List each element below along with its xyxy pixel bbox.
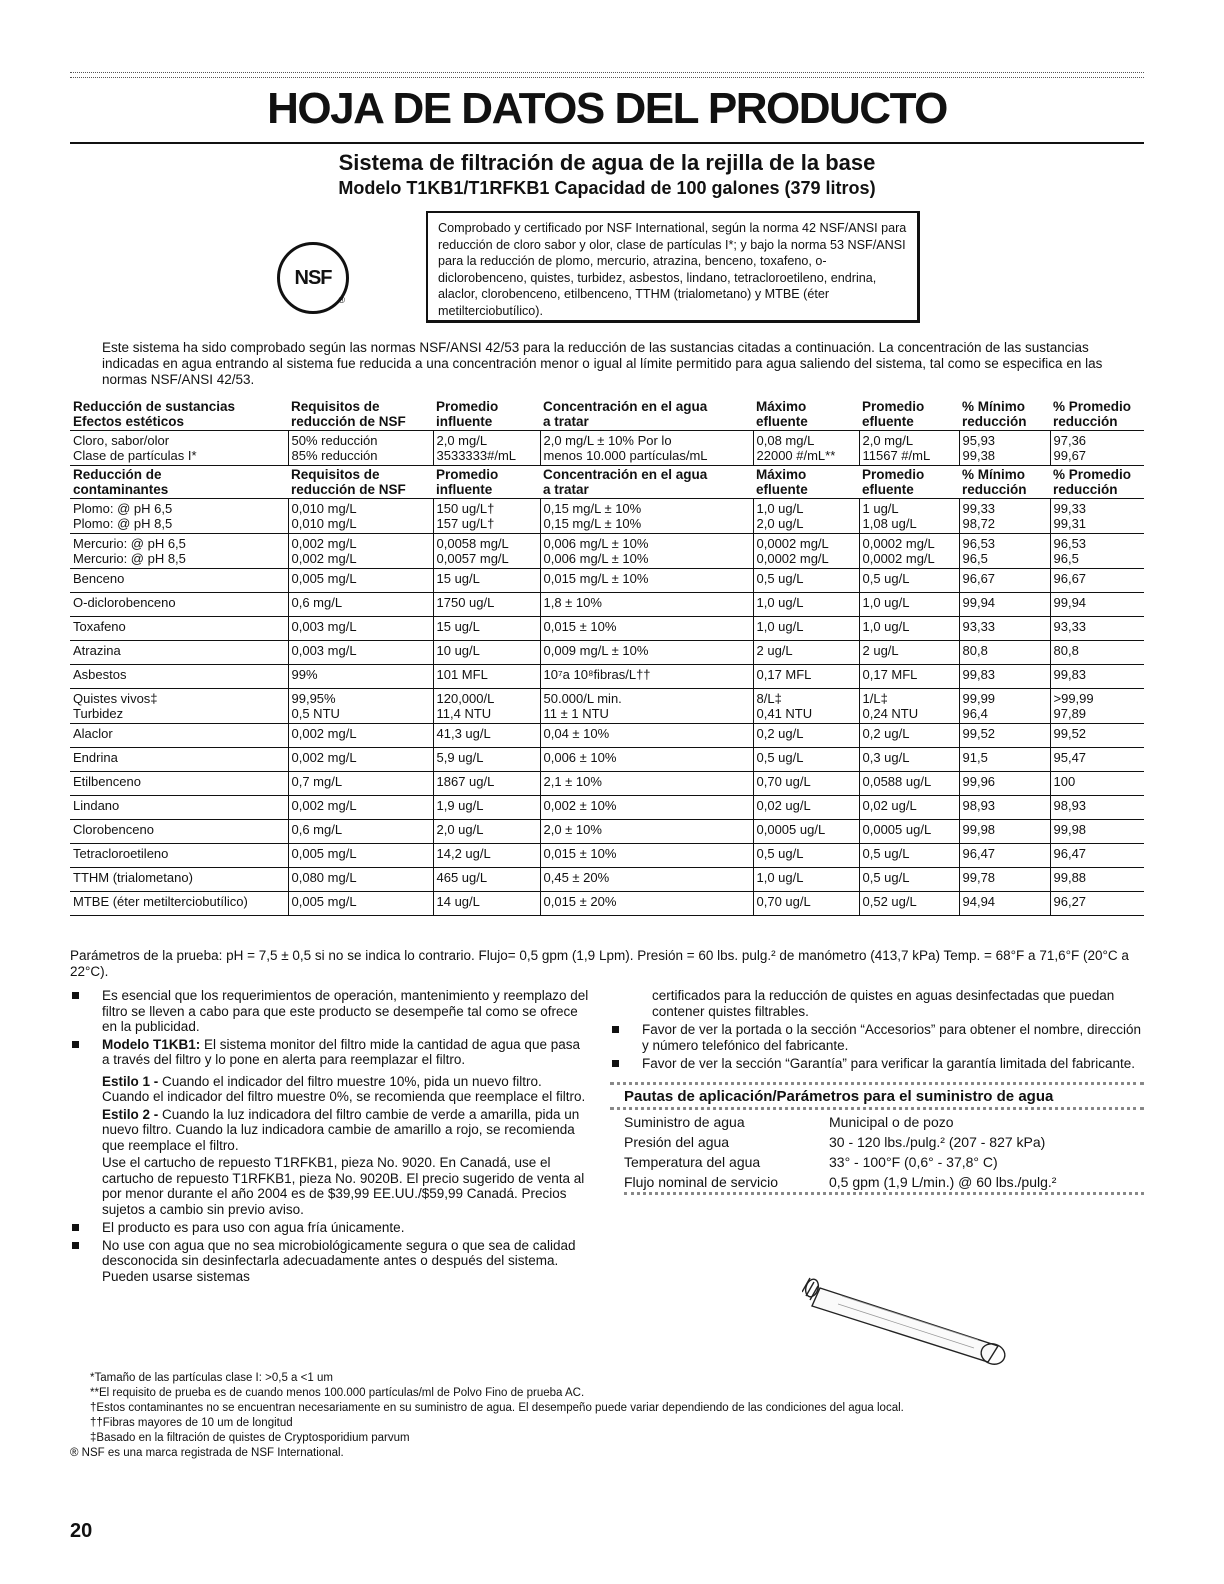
table-cell: 99,94 — [959, 593, 1050, 617]
table-cell: 91,5 — [959, 748, 1050, 772]
table-row — [70, 641, 1144, 665]
table-cell: 1/L‡ 0,24 NTU — [859, 689, 959, 724]
table-cell: 0,5 ug/L — [753, 844, 859, 868]
table-cell: 0,5 ug/L — [859, 844, 959, 868]
table-cell: 96,53 96,5 — [959, 534, 1050, 569]
column-header: Requisitos de reducción de NSF — [288, 398, 433, 431]
table-cell: Cloro, sabor/olor Clase de partículas I* — [70, 431, 288, 466]
table-cell: 1867 ug/L — [433, 772, 540, 796]
table-cell: Mercurio: @ pH 6,5 Mercurio: @ pH 8,5 — [70, 534, 288, 569]
column-header: Promedio efluente — [859, 398, 959, 431]
left-column — [70, 988, 590, 1284]
table-cell: 93,33 — [959, 617, 1050, 641]
footnotes — [70, 1371, 1144, 1461]
table-cell: 2 ug/L — [859, 641, 959, 665]
supply-row — [624, 1132, 1140, 1152]
table-cell: 0,010 mg/L 0,010 mg/L — [288, 499, 433, 534]
bullet-cold-water: El producto es para uso con agua fría únicamente. — [70, 1220, 590, 1236]
table-cell: Plomo: @ pH 6,5 Plomo: @ pH 8,5 — [70, 499, 288, 534]
table-cell: 10⁷a 10⁸fibras/L†† — [540, 665, 753, 689]
table-cell: 95,93 99,38 — [959, 431, 1050, 466]
table-cell: 99,52 — [959, 724, 1050, 748]
table-cell: 0,006 mg/L ± 10% 0,006 mg/L ± 10% — [540, 534, 753, 569]
aesthetic-header — [70, 398, 1144, 431]
table-cell: 100 — [1050, 772, 1144, 796]
table-cell: 0,02 ug/L — [753, 796, 859, 820]
table-cell: 0,003 mg/L — [288, 641, 433, 665]
table-cell: 0,04 ± 10% — [540, 724, 753, 748]
table-cell: 2,0 ± 10% — [540, 820, 753, 844]
table-cell: 50% reducción 85% reducción — [288, 431, 433, 466]
table-cell: 10 ug/L — [433, 641, 540, 665]
table-row — [70, 499, 1144, 534]
table-cell: 0,02 ug/L — [859, 796, 959, 820]
table-cell: 93,33 — [1050, 617, 1144, 641]
bullet-manufacturer: Favor de ver la portada o la sección “Accesorios” para obtener el nombre, dirección y número telefónico del fabricante. — [610, 1022, 1144, 1053]
table-cell: 1,0 ug/L — [753, 593, 859, 617]
table-cell: 50.000/L min. 11 ± 1 NTU — [540, 689, 753, 724]
table-row — [70, 772, 1144, 796]
table-cell: 0,080 mg/L — [288, 868, 433, 892]
supply-bottom-rule — [624, 1192, 1144, 1195]
title-rule — [70, 142, 1144, 144]
table-cell: 94,94 — [959, 892, 1050, 916]
table-cell: >99,99 97,89 — [1050, 689, 1144, 724]
table-cell: 2,1 ± 10% — [540, 772, 753, 796]
table-cell: 14,2 ug/L — [433, 844, 540, 868]
filter-cartridge-icon — [802, 1266, 1032, 1366]
supply-value: 0,5 gpm (1,9 L/min.) @ 60 lbs./pulg.² — [829, 1174, 1057, 1190]
table-cell: 99,83 — [1050, 665, 1144, 689]
table-cell: 2,0 mg/L 3533333#/mL — [433, 431, 540, 466]
table-cell: 0,005 mg/L — [288, 892, 433, 916]
table-row — [70, 689, 1144, 724]
table-cell: 0,6 mg/L — [288, 593, 433, 617]
footnote: ® NSF es una marca registrada de NSF International. — [70, 1447, 344, 1459]
table-cell: 99,98 — [959, 820, 1050, 844]
supply-row — [624, 1112, 1140, 1132]
table-cell: 99,88 — [1050, 868, 1144, 892]
contaminant-header — [70, 466, 1144, 499]
table-cell: 97,36 99,67 — [1050, 431, 1144, 466]
table-cell: 0,003 mg/L — [288, 617, 433, 641]
table-row — [70, 569, 1144, 593]
table-row — [70, 431, 1144, 466]
table-cell: 99,33 98,72 — [959, 499, 1050, 534]
table-cell: 95,47 — [1050, 748, 1144, 772]
table-cell: 0,5 ug/L — [753, 748, 859, 772]
table-cell: 2,0 mg/L ± 10% Por lo menos 10.000 partículas/mL — [540, 431, 753, 466]
table-cell: 0,52 ug/L — [859, 892, 959, 916]
table-cell: Lindano — [70, 796, 288, 820]
supply-table — [624, 1112, 1140, 1192]
certification-box: Comprobado y certificado por NSF International, según la norma 42 NSF/ANSI para reducción de cloro sabor y olor, clase de partículas I*; y bajo la norma 53 NSF/ANSI para la reducción de plomo, mercurio, atrazina, benceno, toxafeno, o-diclorobenceno, quistes, turbidez, asbestos, lindano, tetracloroetileno, endrina, alaclor, clorobenceno, etilbenceno, TTHM (trialometano) y MTBE (éter metilterciobutílico). — [426, 211, 920, 323]
table-cell: 5,9 ug/L — [433, 748, 540, 772]
table-cell: 0,70 ug/L — [753, 892, 859, 916]
column-header: Requisitos de reducción de NSF — [288, 466, 433, 499]
table-cell: 99,33 99,31 — [1050, 499, 1144, 534]
supply-row — [624, 1172, 1140, 1192]
table-cell: 101 MFL — [433, 665, 540, 689]
table-row — [70, 868, 1144, 892]
product-subtitle: Sistema de filtración de agua de la rejilla de la base — [338, 150, 876, 175]
table-cell: 0,015 ± 10% — [540, 844, 753, 868]
table-cell: 96,67 — [1050, 569, 1144, 593]
table-row — [70, 724, 1144, 748]
table-row — [70, 796, 1144, 820]
table-cell: TTHM (trialometano) — [70, 868, 288, 892]
footnote: ‡Basado en la filtración de quistes de Cryptosporidium parvum — [90, 1432, 410, 1444]
aesthetic-rows — [70, 431, 1144, 466]
supply-value: 30 - 120 lbs./pulg.² (207 - 827 kPa) — [829, 1134, 1046, 1150]
table-row — [70, 844, 1144, 868]
table-cell: 150 ug/L† 157 ug/L† — [433, 499, 540, 534]
page-number: 20 — [70, 1520, 93, 1542]
column-header: Promedio influente — [433, 466, 540, 499]
table-cell: Toxafeno — [70, 617, 288, 641]
table-cell: Atrazina — [70, 641, 288, 665]
table-cell: 0,2 ug/L — [753, 724, 859, 748]
test-parameters: Parámetros de la prueba: pH = 7,5 ± 0,5 si no se indica lo contrario. Flujo= 0,5 gpm (1,9 Lpm). Presión = 60 lbs. pulg.² de manómetro (413,7 kPa) Temp. = 68°F a 71,6°F (20°C a 22°C). — [70, 948, 1129, 979]
table-cell: 0,5 ug/L — [859, 868, 959, 892]
table-cell: 99,99 96,4 — [959, 689, 1050, 724]
table-cell: 0,2 ug/L — [859, 724, 959, 748]
table-cell: O-diclorobenceno — [70, 593, 288, 617]
bullet-microbiological: No use con agua que no sea microbiológicamente segura o que sea de calidad desconocida sin desinfectarla adecuadamente antes o después del sistema. Pueden usarse sistemas — [70, 1238, 590, 1285]
footnote: **El requisito de prueba es de cuando menos 100.000 partículas/ml de Polvo Fino de prueba AC. — [90, 1387, 585, 1399]
table-cell: 41,3 ug/L — [433, 724, 540, 748]
column-header: Promedio efluente — [859, 466, 959, 499]
table-cell: 0,0005 ug/L — [753, 820, 859, 844]
table-cell: 80,8 — [1050, 641, 1144, 665]
table-cell: 2 ug/L — [753, 641, 859, 665]
column-header: Concentración en el agua a tratar — [540, 398, 753, 431]
table-row — [70, 748, 1144, 772]
contaminant-rows — [70, 499, 1144, 916]
table-row — [70, 593, 1144, 617]
cartridge-info: Use el cartucho de repuesto T1RFKB1, pieza No. 9020. En Canadá, use el cartucho de repuesto T1RFKB1, pieza No. 9020B. El precio sugerido de venta al por menor durante el año 2004 es de $39,99 EE.UU./$59,99 Canadá. Precios sujetos a cambio sin previo aviso. — [102, 1155, 585, 1217]
table-cell: 0,015 ± 10% — [540, 617, 753, 641]
table-cell: Quistes vivos‡ Turbidez — [70, 689, 288, 724]
right-column — [610, 988, 1144, 1195]
table-cell: Benceno — [70, 569, 288, 593]
table-cell: 14 ug/L — [433, 892, 540, 916]
estilo-1: Estilo 1 - Cuando el indicador del filtro muestre 10%, pida un nuevo filtro. Cuando el indicador del filtro muestre 0%, se recomienda que reemplace el filtro. — [102, 1073, 586, 1104]
table-cell: 0,005 mg/L — [288, 844, 433, 868]
table-cell: 99,98 — [1050, 820, 1144, 844]
footnote: *Tamaño de las partículas clase I: >0,5 a <1 um — [90, 1372, 333, 1384]
table-cell: 8/L‡ 0,41 NTU — [753, 689, 859, 724]
supply-label: Presión del agua — [624, 1134, 730, 1150]
supply-section-title: Pautas de aplicación/Parámetros para el suministro de agua — [610, 1082, 1144, 1111]
model-line: Modelo T1KB1/T1RFKB1 Capacidad de 100 galones (379 litros) — [338, 178, 876, 198]
table-cell: 1 ug/L 1,08 ug/L — [859, 499, 959, 534]
table-cell: 0,015 ± 20% — [540, 892, 753, 916]
table-cell: 99,83 — [959, 665, 1050, 689]
estilo-2: Estilo 2 - Cuando la luz indicadora del filtro cambie de verde a amarilla, pida un nuevo filtro. Cuando la luz indicadora cambie de amarillo a rojo, se recomienda que reemplace el filtro. — [102, 1106, 580, 1153]
table-row — [70, 534, 1144, 569]
table-row — [70, 665, 1144, 689]
column-header: Reducción de contaminantes — [70, 466, 288, 499]
table-cell: 0,45 ± 20% — [540, 868, 753, 892]
table-cell: 0,009 mg/L ± 10% — [540, 641, 753, 665]
table-cell: Alaclor — [70, 724, 288, 748]
table-row — [70, 892, 1144, 916]
table-cell: 0,002 mg/L 0,002 mg/L — [288, 534, 433, 569]
table-cell: 0,3 ug/L — [859, 748, 959, 772]
table-cell: 96,67 — [959, 569, 1050, 593]
table-cell: 0,0588 ug/L — [859, 772, 959, 796]
table-cell: Clorobenceno — [70, 820, 288, 844]
page — [70, 0, 1144, 1584]
column-header: Concentración en el agua a tratar — [540, 466, 753, 499]
table-cell: Etilbenceno — [70, 772, 288, 796]
table-cell: 15 ug/L — [433, 617, 540, 641]
column-header: Promedio influente — [433, 398, 540, 431]
table-cell: Asbestos — [70, 665, 288, 689]
table-cell: 0,7 mg/L — [288, 772, 433, 796]
table-cell: 0,0002 mg/L 0,0002 mg/L — [859, 534, 959, 569]
table-cell: 0,002 mg/L — [288, 748, 433, 772]
table-cell: 1750 ug/L — [433, 593, 540, 617]
table-cell: 120,000/L 11,4 NTU — [433, 689, 540, 724]
table-cell: 15 ug/L — [433, 569, 540, 593]
column-header: % Mínimo reducción — [959, 466, 1050, 499]
cysts-continuation: certificados para la reducción de quistes en aguas desinfectadas que puedan contener quistes filtrables. — [652, 988, 1115, 1019]
table-cell: 0,002 mg/L — [288, 724, 433, 748]
table-cell: 0,006 ± 10% — [540, 748, 753, 772]
table-cell: 2,0 mg/L 11567 #/mL — [859, 431, 959, 466]
table-cell: 0,015 mg/L ± 10% — [540, 569, 753, 593]
column-header: Máximo efluente — [753, 398, 859, 431]
table-cell: 0,002 ± 10% — [540, 796, 753, 820]
table-cell: 96,27 — [1050, 892, 1144, 916]
table-header-row — [70, 398, 1144, 431]
performance-table — [70, 398, 1144, 916]
table-cell: 99,95% 0,5 NTU — [288, 689, 433, 724]
table-cell: 96,53 96,5 — [1050, 534, 1144, 569]
table-cell: 0,15 mg/L ± 10% 0,15 mg/L ± 10% — [540, 499, 753, 534]
table-cell: 1,0 ug/L — [753, 868, 859, 892]
footnote: ††Fibras mayores de 10 um de longitud — [90, 1417, 293, 1429]
bullet-model: Modelo T1KB1: El sistema monitor del filtro mide la cantidad de agua que pasa a través del filtro y lo pone en alerta para reemplazar el filtro. — [70, 1037, 590, 1068]
supply-row — [624, 1152, 1140, 1172]
table-header-row — [70, 466, 1144, 499]
table-cell: 1,8 ± 10% — [540, 593, 753, 617]
table-cell: 0,08 mg/L 22000 #/mL** — [753, 431, 859, 466]
column-header: % Promedio reducción — [1050, 466, 1144, 499]
table-cell: 0,17 MFL — [753, 665, 859, 689]
table-cell: 0,0005 ug/L — [859, 820, 959, 844]
supply-label: Flujo nominal de servicio — [624, 1174, 779, 1190]
bullet-warranty: Favor de ver la sección “Garantía” para verificar la garantía limitada del fabricante. — [610, 1056, 1144, 1072]
supply-value: Municipal o de pozo — [829, 1114, 954, 1130]
nsf-logo-icon: NSF ® — [277, 242, 349, 314]
table-cell: Tetracloroetileno — [70, 844, 288, 868]
table-cell: 99,94 — [1050, 593, 1144, 617]
table-cell: 0,0058 mg/L 0,0057 mg/L — [433, 534, 540, 569]
table-cell: 0,005 mg/L — [288, 569, 433, 593]
column-header: % Mínimo reducción — [959, 398, 1050, 431]
table-cell: 465 ug/L — [433, 868, 540, 892]
table-cell: 0,5 ug/L — [859, 569, 959, 593]
table-cell: 0,5 ug/L — [753, 569, 859, 593]
table-cell: 2,0 ug/L — [433, 820, 540, 844]
table-cell: 1,9 ug/L — [433, 796, 540, 820]
page-title: HOJA DE DATOS DEL PRODUCTO — [267, 84, 947, 133]
column-header: Reducción de sustancias Efectos estéticos — [70, 398, 288, 431]
table-cell: 99,78 — [959, 868, 1050, 892]
table-cell: 98,93 — [1050, 796, 1144, 820]
table-cell: Endrina — [70, 748, 288, 772]
table-cell: 0,0002 mg/L 0,0002 mg/L — [753, 534, 859, 569]
table-cell: 96,47 — [959, 844, 1050, 868]
table-cell: 99% — [288, 665, 433, 689]
table-row — [70, 820, 1144, 844]
intro-paragraph: Este sistema ha sido comprobado según las normas NSF/ANSI 42/53 para la reducción de las sustancias citadas a continuación. La concentración de las sustancias indicadas en agua entrando al sistema fue reducida a una concentración menor o igual al límite permitido para agua saliendo del sistema, tal como se especifica en las normas NSF/ANSI 42/53. — [102, 340, 1103, 387]
table-cell: 99,52 — [1050, 724, 1144, 748]
table-cell: 0,6 mg/L — [288, 820, 433, 844]
table-row — [70, 617, 1144, 641]
bullet-maintenance: Es esencial que los requerimientos de operación, mantenimiento y reemplazo del filtro se lleven a cabo para que este producto se desempeñe tal como se ofrece en la publicidad. — [70, 988, 590, 1035]
supply-label: Temperatura del agua — [624, 1154, 761, 1170]
table-cell: 1,0 ug/L — [753, 617, 859, 641]
table-cell: MTBE (éter metilterciobutílico) — [70, 892, 288, 916]
table-cell: 1,0 ug/L — [859, 593, 959, 617]
table-cell: 1,0 ug/L — [859, 617, 959, 641]
table-cell: 0,70 ug/L — [753, 772, 859, 796]
table-cell: 96,47 — [1050, 844, 1144, 868]
top-dotted-rule — [70, 72, 1144, 78]
table-cell: 1,0 ug/L 2,0 ug/L — [753, 499, 859, 534]
table-cell: 0,002 mg/L — [288, 796, 433, 820]
table-cell: 99,96 — [959, 772, 1050, 796]
footnote: †Estos contaminantes no se encuentran necesariamente en su suministro de agua. El desempeño puede variar dependiendo de las condiciones del agua local. — [90, 1402, 904, 1414]
column-header: % Promedio reducción — [1050, 398, 1144, 431]
supply-label: Suministro de agua — [624, 1114, 745, 1130]
table-cell: 0,17 MFL — [859, 665, 959, 689]
column-header: Máximo efluente — [753, 466, 859, 499]
table-cell: 80,8 — [959, 641, 1050, 665]
supply-value: 33° - 100°F (0,6° - 37,8° C) — [829, 1154, 998, 1170]
table-cell: 98,93 — [959, 796, 1050, 820]
